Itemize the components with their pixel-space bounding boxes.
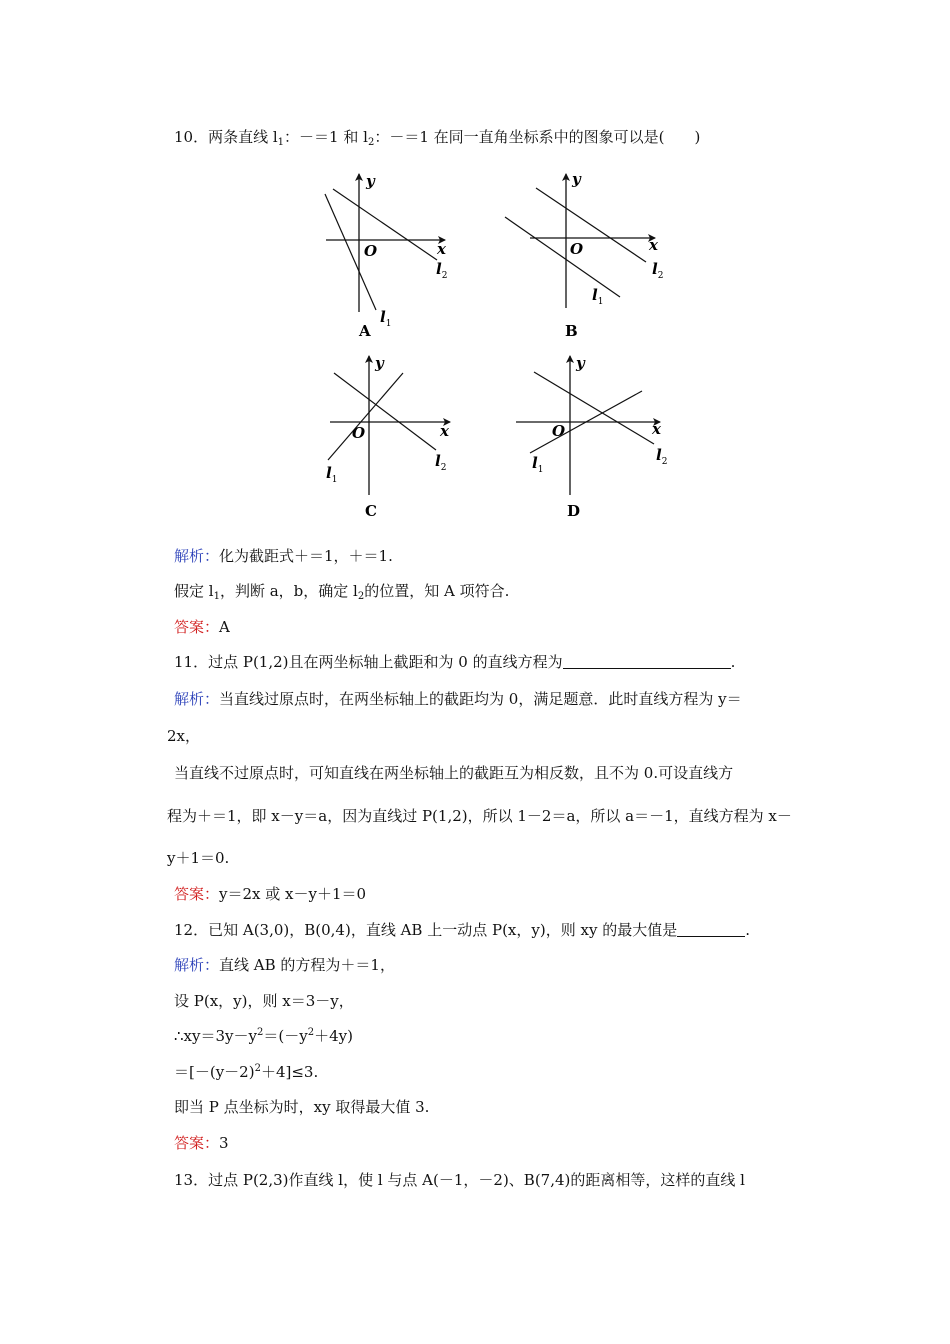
jiexi-label: 解析：: [174, 956, 220, 974]
graph-a-l1-label: $l_1$: [380, 308, 392, 329]
graph-b-l2-label: $l_2$: [652, 260, 664, 281]
answer-label: 答案：: [174, 885, 220, 903]
q11-text: 11．过点 P(1,2)且在两坐标轴上截距和为 0 的直线方程为 .: [174, 653, 736, 671]
graph-c-line-l2: [334, 373, 436, 450]
graph-b-origin: O: [570, 240, 584, 258]
a11-line-2: 2x，: [167, 727, 201, 745]
a11-line-1: 解析：当直线过原点时，在两坐标轴上的截距均为 0，满足题意．此时直线方程为 y＝: [174, 690, 742, 708]
graph-b-x-label: x: [649, 236, 658, 254]
q12-answer-blank: [677, 922, 745, 937]
a11-line-5: y＋1＝0.: [167, 849, 230, 867]
graph-b: [505, 170, 663, 340]
a12-line-1: 解析：直线 AB 的方程为＋＝1，: [174, 956, 395, 974]
a10-answer: 答案：A: [174, 618, 230, 636]
graph-c-x-label: x: [440, 422, 449, 440]
q11-answer-blank: [563, 654, 731, 669]
graph-d-label: D: [567, 502, 581, 520]
a10-jiexi: 解析：化为截距式＋＝1，＋＝1.: [174, 547, 393, 565]
q10-text: 10．两条直线 $l_1$：－＝1 和 $l_2$：－＝1 在同一直角坐标系中的图象可以是( ): [174, 128, 701, 148]
q12-text: 12．已知 A(3,0)，B(0,4)，直线 AB 上一动点 P(x，y)，则 xy 的最大值是 .: [174, 921, 750, 939]
graph-b-y-label: y: [572, 170, 581, 188]
a11-answer: 答案：y＝2x 或 x－y＋1＝0: [174, 885, 367, 903]
graph-d: [516, 354, 667, 520]
answer-label: 答案：: [174, 1134, 220, 1152]
a12-line-5: 即当 P 点坐标为时，xy 取得最大值 3.: [174, 1098, 430, 1116]
graph-d-y-label: y: [576, 354, 585, 372]
graph-a-y-label: y: [366, 172, 375, 190]
jiexi-label: 解析：: [174, 690, 220, 708]
a12-answer: 答案：3: [174, 1134, 229, 1152]
graph-a-line-l2: [333, 189, 437, 260]
graph-a-l2-label: $l_2$: [436, 260, 448, 281]
graph-a-label: A: [359, 322, 371, 340]
graph-d-origin: O: [552, 422, 566, 440]
graph-c: [326, 354, 450, 520]
a12-line-4: $=[-(y-2)^2+4]\le 3$.: [174, 1063, 319, 1081]
jiexi-label: 解析：: [174, 547, 220, 565]
graph-c-l2-label: $l_2$: [435, 452, 447, 473]
a10-reasoning: 假定 $l_1$，判断 a，b，确定 $l_2$的位置，知 A 项符合.: [174, 582, 510, 602]
graph-b-line-l2: [536, 188, 646, 262]
graph-c-l1-label: $l_1$: [326, 464, 338, 485]
a12-line-3: $\therefore xy=3y-y^2=(-y^2+4y)$: [174, 1027, 353, 1045]
answer-label: 答案：: [174, 618, 220, 636]
graph-b-label: B: [565, 322, 578, 340]
graph-d-l1-label: $l_1$: [532, 454, 544, 475]
graph-c-origin: O: [352, 424, 366, 442]
q13-text: 13．过点 P(2,3)作直线 l，使 l 与点 A(－1，－2)、B(7,4)的距离相等，这样的直线 l: [174, 1171, 745, 1189]
a11-line-4: 程为＋＝1，即 x－y＝a，因为直线过 P(1,2)，所以 1－2＝a，所以 a＝－1，直线方程为 x－: [167, 807, 792, 825]
graph-b-line-l1: [505, 217, 620, 297]
graph-options-figure: [300, 160, 700, 525]
graph-d-x-label: x: [652, 420, 661, 438]
graph-a: [325, 172, 447, 340]
graph-a-x-label: x: [437, 240, 446, 258]
graph-c-y-label: y: [375, 354, 384, 372]
a12-line-2: 设 P(x，y)，则 x＝3－y，: [174, 992, 354, 1010]
graph-a-origin: O: [364, 242, 378, 260]
graph-c-label: C: [365, 502, 377, 520]
graph-b-l1-label: $l_1$: [592, 286, 604, 307]
graph-d-l2-label: $l_2$: [656, 446, 668, 467]
a11-line-3: 当直线不过原点时，可知直线在两坐标轴上的截距互为相反数，且不为 0.可设直线方: [174, 764, 734, 782]
